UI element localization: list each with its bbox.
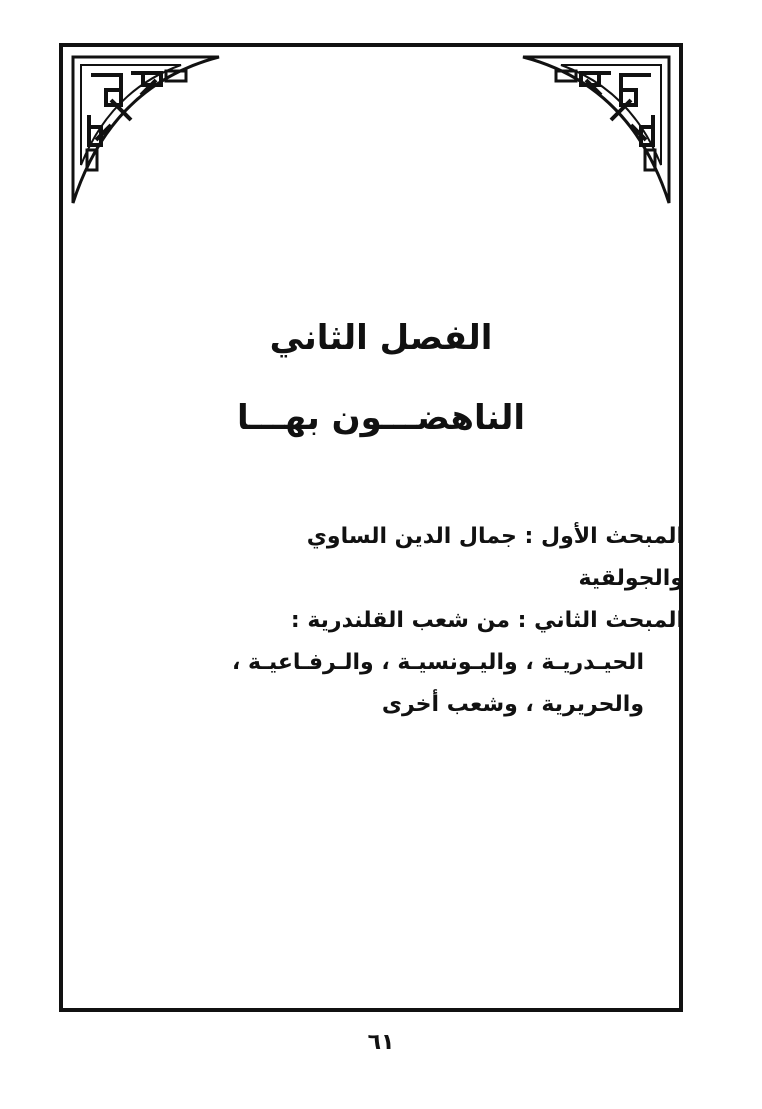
section-item-2-continuation-2: والحريرية ، وشعب أخرى <box>381 692 644 717</box>
corner-ornament-right <box>521 55 671 205</box>
page-number: ٦١ <box>367 1030 395 1055</box>
section-list <box>204 516 684 726</box>
chapter-subtitle: الناهضـــون بهـــا <box>236 398 526 438</box>
section-item-2: المبحث الثاني : من شعب القلندرية : <box>290 608 684 633</box>
section-item-1: المبحث الأول : جمال الدين الساوي والجولقية <box>306 524 684 591</box>
section-item-2-continuation-1: الحيـدريـة ، واليـونسيـة ، والـرفـاعيـة ، <box>231 650 644 675</box>
chapter-title: الفصل الثاني <box>269 318 493 358</box>
corner-ornament-left <box>71 55 221 205</box>
